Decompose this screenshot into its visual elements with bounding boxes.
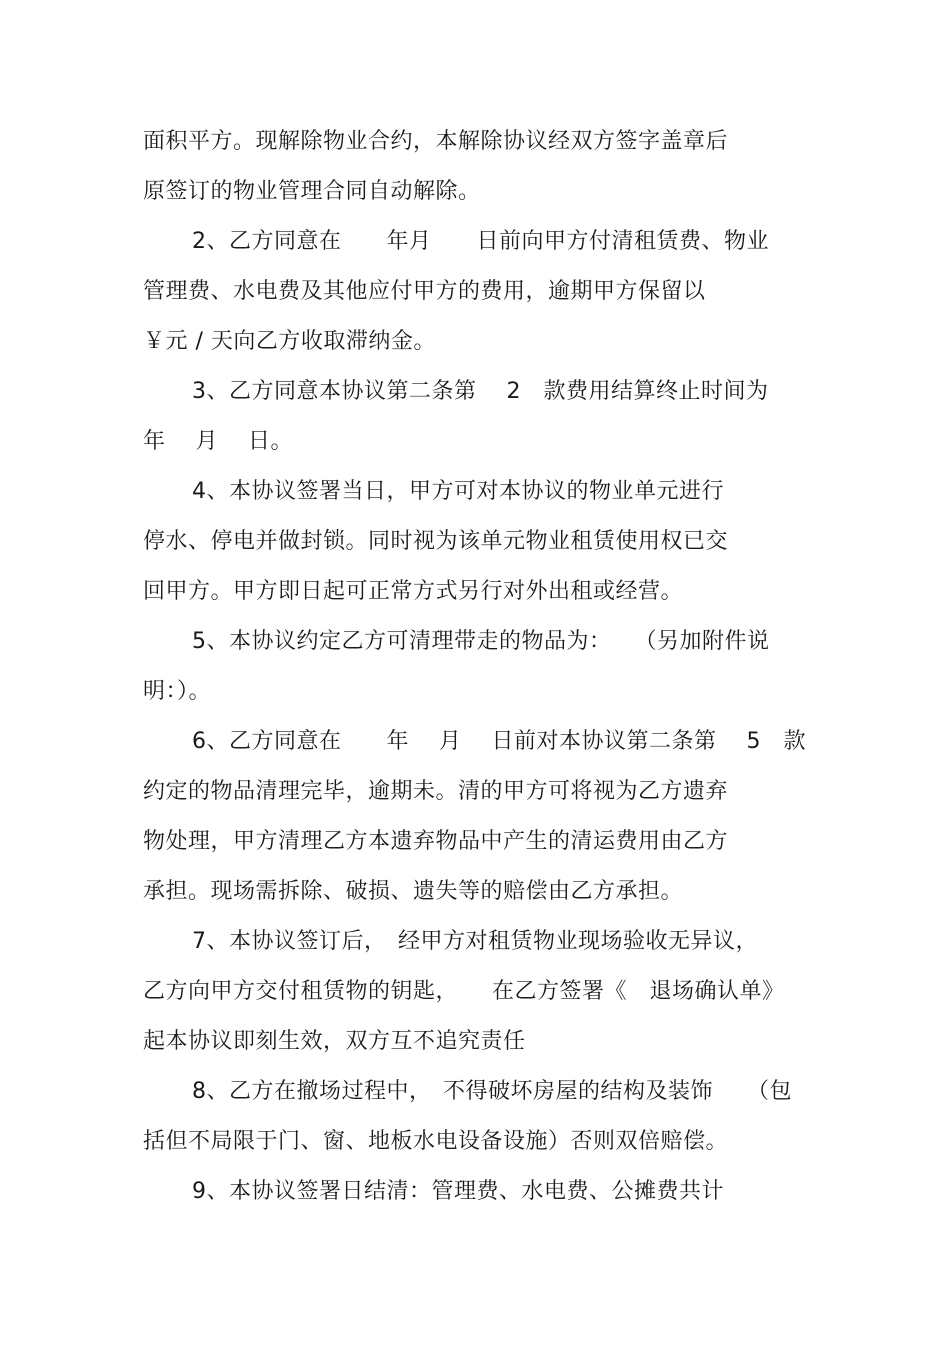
paragraph-line: 停水、停电并做封锁。同时视为该单元物业租赁使用权已交 <box>143 529 729 554</box>
paragraph-line: 年 月 日。 <box>143 429 293 454</box>
paragraph-line: 乙方向甲方交付租赁物的钥匙， 在乙方签署《 退场确认单》 <box>143 979 785 1004</box>
clause-4-line: 4、本协议签署当日，甲方可对本协议的物业单元进行 <box>192 479 724 504</box>
clause-5-line: 5、本协议约定乙方可清理带走的物品为： （另加附件说 <box>192 629 770 654</box>
paragraph-line: 面积平方。现解除物业合约，本解除协议经双方签字盖章后 <box>143 129 729 154</box>
paragraph-line: 回甲方。甲方即日起可正常方式另行对外出租或经营。 <box>143 579 684 604</box>
clause-9-line: 9、本协议签署日结清：管理费、水电费、公摊费共计 <box>192 1179 724 1204</box>
clause-6-line: 6、乙方同意在 年 月 日前对本协议第二条第 5 款 <box>192 729 806 754</box>
paragraph-line: 起本协议即刻生效，双方互不追究责任 <box>143 1029 526 1054</box>
clause-7-line: 7、本协议签订后， 经甲方对租赁物业现场验收无异议， <box>192 929 758 954</box>
clause-8-line: 8、乙方在撤场过程中， 不得破坏房屋的结构及装饰 （包 <box>192 1079 792 1104</box>
paragraph-line: 管理费、水电费及其他应付甲方的费用，逾期甲方保留以 <box>143 279 706 304</box>
clause-3-line: 3、乙方同意本协议第二条第 2 款费用结算终止时间为 <box>192 379 769 404</box>
paragraph-line: 物处理，甲方清理乙方本遗弃物品中产生的清运费用由乙方 <box>143 829 729 854</box>
paragraph-line: 约定的物品清理完毕，逾期未。清的甲方可将视为乙方遗弃 <box>143 779 729 804</box>
paragraph-line: 原签订的物业管理合同自动解除。 <box>143 179 481 204</box>
paragraph-line: 明：）。 <box>143 679 212 704</box>
paragraph-line: ￥元 / 天向乙方收取滞纳金。 <box>143 329 436 354</box>
clause-2-line: 2、乙方同意在 年月 日前向甲方付清租赁费、物业 <box>192 229 769 254</box>
paragraph-line: 承担。现场需拆除、破损、遗失等的赔偿由乙方承担。 <box>143 879 684 904</box>
paragraph-line: 括但不局限于门、窗、地板水电设备设施）否则双倍赔偿。 <box>143 1129 729 1154</box>
